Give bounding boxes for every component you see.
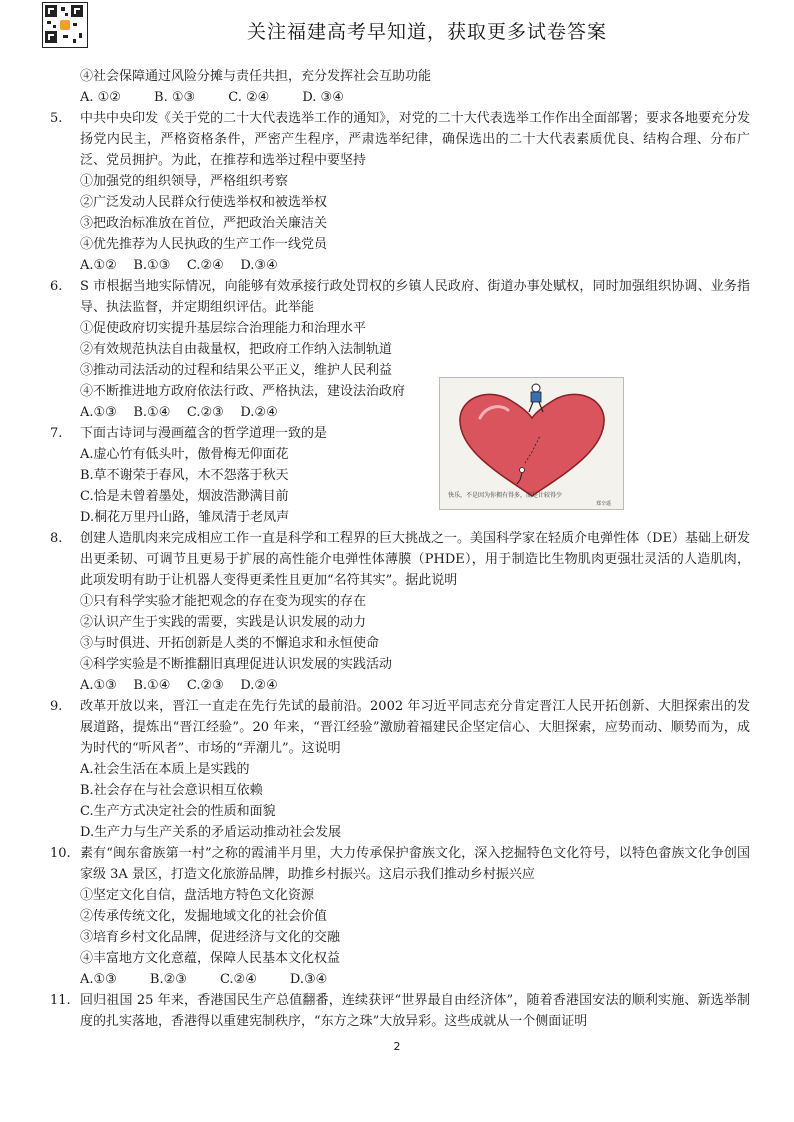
cartoon-signature: 郑辛遥	[595, 501, 611, 507]
q5-options: A.①② B.①③ C.②④ D.③④	[80, 258, 278, 273]
question-8	[50, 528, 750, 696]
q10-item-3: ③培育乡村文化品牌，促进经济与文化的交融	[80, 930, 341, 945]
q7-stem: 下面古诗词与漫画蕴含的哲学道理一致的是	[80, 426, 328, 441]
question-9	[50, 696, 750, 843]
q4-options: A. ①② B. ①③ C. ②④ D. ③④	[80, 90, 344, 105]
q6-item-1: ①促使政府切实提升基层综合治理能力和治理水平	[80, 321, 367, 336]
exam-content	[50, 66, 750, 1032]
heart-shape	[460, 394, 604, 496]
q8-stem: 创建人造肌肉来完成相应工作一直是科学和工程界的巨大挑战之一。美国科学家在轻质介电弹性体（DE）基础上研发出更柔韧、可调节且更易于扩展的高性能介电弹性体薄膜（PHDE），用于制造比生物肌肉更强壮灵活的人造肌肉，此项发明有助于让机器人变得更柔性且更加“名符其实”。据此说明	[80, 531, 750, 588]
q9-option-b: B.社会存在与社会意识相互依赖	[80, 783, 263, 798]
q8-options: A.①③ B.①④ C.②③ D.②④	[80, 678, 278, 693]
q9-number: 9.	[50, 699, 63, 714]
q8-item-3: ③与时俱进、开拓创新是人类的不懈追求和永恒使命	[80, 636, 380, 651]
header-title: 关注福建高考早知道，获取更多试卷答案	[246, 21, 607, 43]
question-4-tail	[50, 66, 750, 108]
q9-option-a: A.社会生活在本质上是实践的	[80, 762, 250, 777]
q5-item-4: ④优先推荐为人民执政的生产工作一线党员	[80, 237, 328, 252]
q5-item-3: ③把政治标准放在首位，严把政治关廉洁关	[80, 216, 328, 231]
cartoon-caption: 快乐，不是因为你拥有得多，而是计较得少	[448, 492, 563, 499]
page-number: 2	[393, 1040, 401, 1053]
question-5	[50, 108, 750, 276]
q7-option-a: A.虚心竹有低头叶，傲骨梅无仰面花	[80, 447, 289, 462]
question-11	[50, 990, 750, 1032]
question-6	[50, 276, 750, 423]
q10-number: 10.	[50, 846, 71, 861]
q7-option-c: C.恰是未曾着墨处，烟波浩渺满目前	[80, 489, 289, 504]
q10-item-1: ①坚定文化自信，盘活地方特色文化资源	[80, 888, 315, 903]
question-7	[50, 423, 750, 528]
q7-option-b: B.草不谢荣于春风，木不怨落于秋天	[80, 468, 289, 483]
q6-stem: S 市根据当地实际情况，向能够有效承接行政处罚权的乡镇人民政府、街道办事处赋权，同时加强组织协调、业务指导、执法监督，并定期组织评估。此举能	[80, 279, 750, 315]
q7-option-d: D.桐花万里丹山路，雏凤清于老凤声	[80, 510, 290, 525]
q6-item-4: ④不断推进地方政府依法行政、严格执法，建设法治政府	[80, 384, 406, 399]
q10-item-2: ②传承传统文化，发掘地域文化的社会价值	[80, 909, 328, 924]
heart-cartoon-image	[439, 377, 624, 510]
question-10	[50, 843, 750, 990]
q4-item-4: ④社会保障通过风险分摊与责任共担，充分发挥社会互助功能	[80, 69, 432, 84]
q6-number: 6.	[50, 279, 63, 294]
q9-option-c: C.生产方式决定社会的性质和面貌	[80, 804, 276, 819]
q8-number: 8.	[50, 531, 63, 546]
q8-item-4: ④科学实验是不断推翻旧真理促进认识发展的实践活动	[80, 657, 393, 672]
q7-number: 7.	[50, 426, 63, 441]
sitting-person-icon	[529, 384, 543, 412]
q6-item-2: ②有效规范执法自由裁量权，把政府工作纳入法制轨道	[80, 342, 393, 357]
q9-stem: 改革开放以来，晋江一直走在先行先试的最前沿。2002 年习近平同志充分肯定晋江人民开拓创新、大胆探索出的发展道路，提炼出“晋江经验”。20 年来，“晋江经验”激励着福建民企坚定信心、大胆探索，应势而动、顺势而为，成为时代的“听风者”、市场的“弄潮儿”。这说明	[80, 699, 750, 756]
q10-stem: 素有“闽东畲族第一村”之称的霞浦半月里，大力传承保护畲族文化，深入挖掘特色文化符号，以特色畲族文化争创国家级 3A 景区，打造文化旅游品牌，助推乡村振兴。这启示我们推动乡村振兴应	[80, 846, 750, 882]
q11-stem: 回归祖国 25 年来，香港国民生产总值翻番，连续获评“世界最自由经济体”，随着香港国安法的顺利实施、新选举制度的扎实落地，香港得以重建宪制秩序，“东方之珠”大放异彩。这些成就从一个侧面证明	[80, 993, 750, 1029]
q5-stem: 中共中央印发《关于党的二十大代表选举工作的通知》，对党的二十大代表选举工作作出全面部署；要求各地要充分发扬党内民主，严格资格条件，严密产生程序，严肃选举纪律，确保选出的二十大代表素质优良、结构合理、分布广泛、党员拥护。为此，在推荐和选举过程中要坚持	[80, 111, 750, 168]
q6-item-3: ③推动司法活动的过程和结果公平正义，维护人民利益	[80, 363, 393, 378]
q9-option-d: D.生产力与生产关系的矛盾运动推动社会发展	[80, 825, 342, 840]
q10-item-4: ④丰富地方文化意蕴，保障人民基本文化权益	[80, 951, 341, 966]
q11-number: 11.	[50, 993, 71, 1008]
q5-number: 5.	[50, 111, 63, 126]
q5-item-2: ②广泛发动人民群众行使选举权和被选举权	[80, 195, 328, 210]
q6-options: A.①③ B.①④ C.②③ D.②④	[80, 405, 278, 420]
q8-item-1: ①只有科学实验才能把观念的存在变为现实的存在	[80, 594, 367, 609]
q10-options: A.①③ B.②③ C.②④ D.③④	[80, 972, 328, 987]
q8-item-2: ②认识产生于实践的需要，实践是认识发展的动力	[80, 615, 367, 630]
q5-item-1: ①加强党的组织领导，严格组织考察	[80, 174, 289, 189]
